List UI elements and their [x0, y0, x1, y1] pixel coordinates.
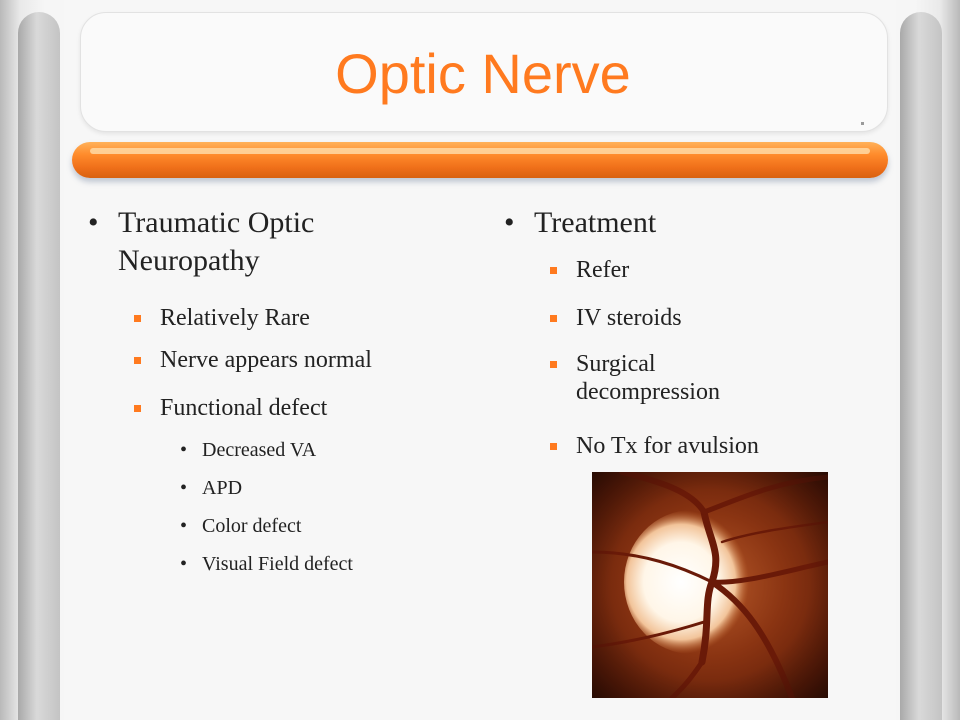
bullet-dot-icon: • — [180, 515, 188, 537]
list-item-label: APD — [202, 477, 243, 499]
list-item-label: Surgical decompression — [576, 351, 720, 405]
left-heading: Traumatic Optic Neuropathy — [118, 206, 315, 277]
list-item — [180, 438, 462, 462]
left-heading-item — [88, 204, 418, 280]
list-item — [576, 304, 806, 332]
list-item — [180, 552, 462, 576]
left-subitems — [160, 304, 460, 332]
list-item — [160, 346, 460, 374]
left-subitems — [160, 346, 460, 374]
list-item-label: Functional defect — [160, 395, 328, 421]
square-bullet-icon — [134, 357, 141, 364]
slide-title: Optic Nerve — [335, 42, 631, 105]
right-subitems — [576, 304, 806, 332]
list-item — [160, 394, 460, 422]
list-item — [576, 256, 806, 284]
list-item — [160, 304, 460, 332]
list-item-label: Visual Field defect — [202, 553, 353, 575]
square-bullet-icon — [550, 361, 557, 368]
list-item-label: Nerve appears normal — [160, 347, 372, 373]
square-bullet-icon — [550, 443, 557, 450]
right-heading-item — [504, 204, 834, 242]
square-bullet-icon — [134, 315, 141, 322]
list-item-label: Color defect — [202, 515, 302, 537]
list-item — [180, 476, 462, 500]
right-subitems — [576, 350, 776, 406]
list-item-label: Decreased VA — [202, 439, 317, 461]
right-column — [504, 204, 834, 242]
square-bullet-icon — [550, 315, 557, 322]
left-third-level — [180, 438, 462, 576]
left-column — [88, 204, 418, 280]
decorative-dot — [861, 122, 864, 125]
bullet-dot-icon: • — [88, 206, 99, 239]
list-item — [576, 350, 776, 406]
left-subitems — [160, 394, 460, 422]
right-heading: Treatment — [534, 206, 657, 239]
left-decorative-bar — [18, 12, 60, 720]
right-subitems — [576, 256, 806, 284]
square-bullet-icon — [134, 405, 141, 412]
right-decorative-bar — [900, 12, 942, 720]
list-item-label: No Tx for avulsion — [576, 433, 759, 459]
list-item-label: Relatively Rare — [160, 305, 310, 331]
bullet-dot-icon: • — [504, 206, 515, 239]
bar-highlight — [90, 148, 870, 154]
list-item-label: Refer — [576, 257, 630, 283]
list-item-label: IV steroids — [576, 305, 682, 331]
bullet-dot-icon: • — [180, 553, 188, 575]
list-item — [180, 514, 462, 538]
right-subitems — [576, 432, 836, 460]
square-bullet-icon — [550, 267, 557, 274]
title-underline-bar — [72, 142, 888, 178]
optic-disc-photo — [592, 472, 828, 698]
optic-disc-fundus-icon — [592, 472, 828, 698]
bullet-dot-icon: • — [180, 439, 188, 461]
bullet-dot-icon: • — [180, 477, 188, 499]
list-item — [576, 432, 836, 460]
